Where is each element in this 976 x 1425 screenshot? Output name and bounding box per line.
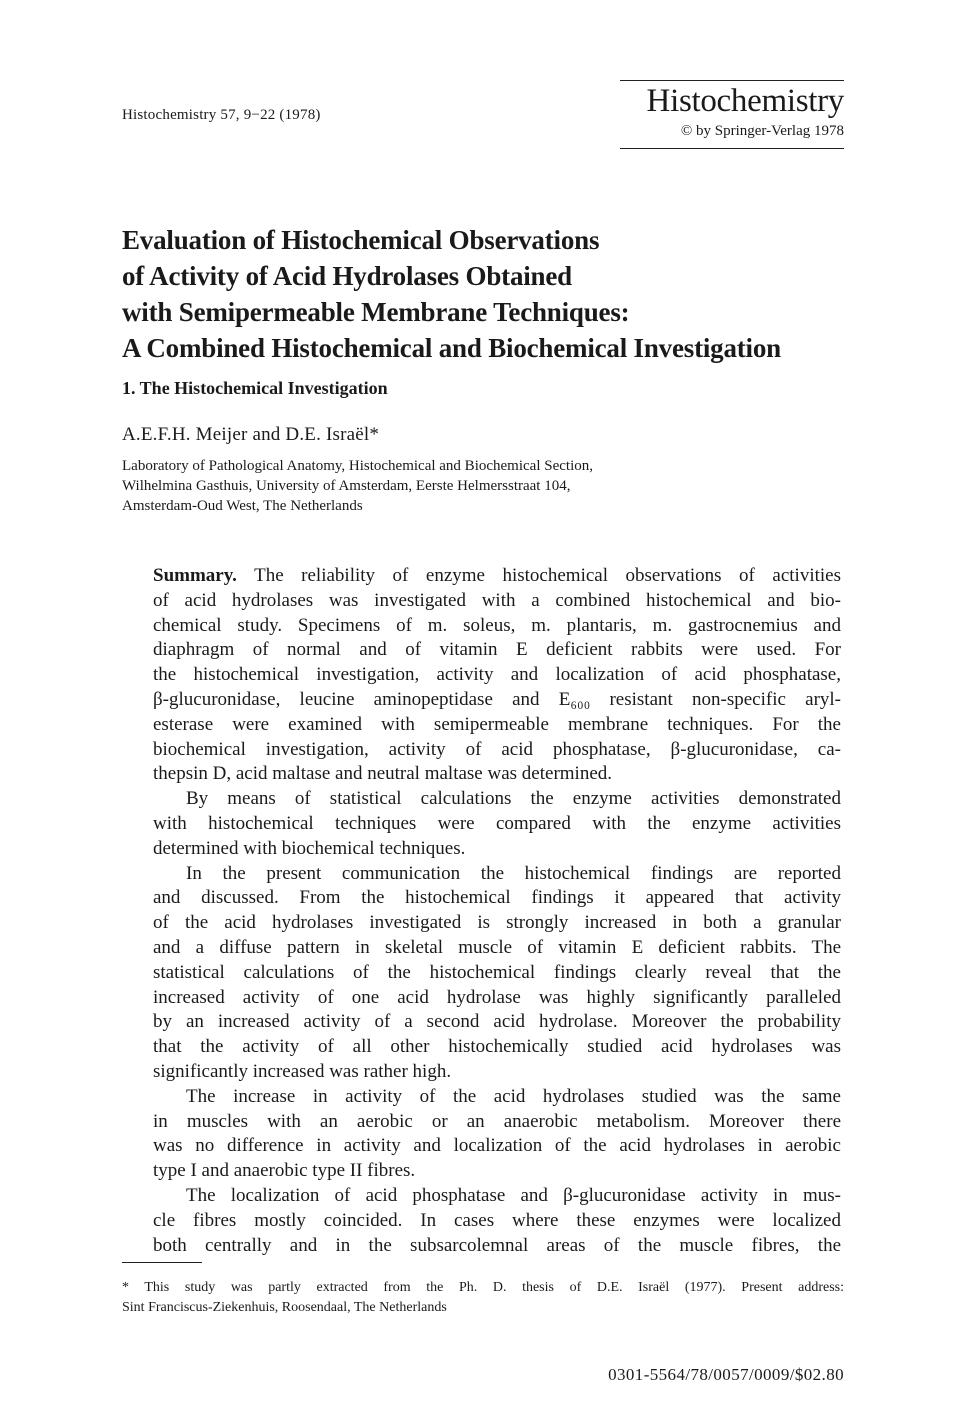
summary-line: thepsin D, acid maltase and neutral maltase was determined. bbox=[153, 763, 613, 785]
affiliation-line: Laboratory of Pathological Anatomy, Histochemical and Biochemical Section, bbox=[122, 458, 593, 474]
summary-line: cle fibres mostly coincided. In cases where these enzymes were localized bbox=[153, 1209, 841, 1231]
summary-line: esterase were examined with semipermeable membrane techniques. For the bbox=[153, 713, 841, 735]
affiliation bbox=[122, 456, 593, 516]
summary-line: By means of statistical calculations the enzyme activities demonstrated bbox=[186, 788, 841, 810]
article-code: 0301-5564/78/0057/0009/$02.80 bbox=[608, 1365, 844, 1384]
footnote-line: * This study was partly extracted from the Ph. D. thesis of D.E. Israël (1977). Present address: bbox=[122, 1280, 844, 1295]
summary-line: The increase in activity of the acid hydrolases studied was the same bbox=[186, 1085, 841, 1107]
summary-line-text: The reliability of enzyme histochemical observations of activities bbox=[236, 565, 841, 586]
summary-line: with histochemical techniques were compared with the enzyme activities bbox=[153, 812, 841, 834]
affiliation-line: Wilhelmina Gasthuis, University of Amsterdam, Eerste Helmersstraat 104, bbox=[122, 478, 571, 494]
summary-line: diaphragm of normal and of vitamin E deficient rabbits were used. For bbox=[153, 639, 841, 661]
title-line: of Activity of Acid Hydrolases Obtained bbox=[122, 261, 572, 291]
summary-line: chemical study. Specimens of m. soleus, m. plantaris, m. gastrocnemius and bbox=[153, 614, 841, 636]
summary-line: that the activity of all other histochemically studied acid hydrolases was bbox=[153, 1036, 841, 1058]
summary-line: both centrally and in the subsarcolemnal areas of the muscle fibres, the bbox=[153, 1234, 841, 1256]
summary-line: type I and anaerobic type II fibres. bbox=[153, 1160, 416, 1182]
journal-name: Histochemistry bbox=[646, 83, 844, 119]
title-line: Evaluation of Histochemical Observations bbox=[122, 225, 600, 255]
summary-line: β-glucuronidase, leucine aminopeptidase and E₆₀₀ resistant non-specific aryl- bbox=[153, 688, 841, 710]
summary-line: in muscles with an aerobic or an anaerobic metabolism. Moreover there bbox=[153, 1110, 841, 1132]
summary-line: of acid hydrolases was investigated with a combined histochemical and bio- bbox=[153, 589, 841, 611]
summary-line: statistical calculations of the histochemical findings clearly reveal that the bbox=[153, 961, 841, 983]
copyright-line: © by Springer-Verlag 1978 bbox=[680, 123, 844, 139]
summary-lead: Summary. bbox=[153, 565, 237, 586]
author-list: A.E.F.H. Meijer and D.E. Israël* bbox=[122, 424, 380, 445]
summary-line: increased activity of one acid hydrolase was highly significantly paralleled bbox=[153, 986, 841, 1008]
summary-line: by an increased activity of a second acid hydrolase. Moreover the probability bbox=[153, 1011, 841, 1033]
summary-line: and discussed. From the histochemical findings it appeared that activity bbox=[153, 887, 841, 909]
summary-line: determined with biochemical techniques. bbox=[153, 837, 466, 859]
summary-line: of the acid hydrolases investigated is strongly increased in both a granular bbox=[153, 912, 841, 934]
summary-abstract bbox=[153, 564, 841, 1258]
affiliation-line: Amsterdam-Oud West, The Netherlands bbox=[122, 498, 363, 514]
title-line: A Combined Histochemical and Biochemical Investigation bbox=[122, 333, 781, 363]
footnote bbox=[122, 1278, 844, 1318]
summary-line: the histochemical investigation, activity and localization of acid phosphatase, bbox=[153, 664, 841, 686]
article-subtitle: 1. The Histochemical Investigation bbox=[122, 378, 388, 398]
summary-line: was no difference in activity and localization of the acid hydrolases in aerobic bbox=[153, 1135, 841, 1157]
footnote-line: Sint Franciscus-Ziekenhuis, Roosendaal, The Netherlands bbox=[122, 1300, 447, 1315]
masthead-bottom-rule bbox=[620, 148, 844, 149]
footnote-rule bbox=[122, 1262, 202, 1263]
masthead-top-rule bbox=[620, 80, 844, 81]
title-line: with Semipermeable Membrane Techniques: bbox=[122, 297, 630, 327]
article-title bbox=[122, 222, 882, 366]
summary-line: significantly increased was rather high. bbox=[153, 1060, 452, 1082]
summary-line: In the present communication the histochemical findings are reported bbox=[186, 862, 841, 884]
summary-line bbox=[153, 564, 841, 589]
summary-line: biochemical investigation, activity of acid phosphatase, β-glucuronidase, ca- bbox=[153, 738, 841, 760]
journal-citation: Histochemistry 57, 9−22 (1978) bbox=[122, 107, 321, 123]
summary-line: The localization of acid phosphatase and β-glucuronidase activity in mus- bbox=[186, 1184, 841, 1206]
summary-line: and a diffuse pattern in skeletal muscle of vitamin E deficient rabbits. The bbox=[153, 936, 841, 958]
journal-masthead bbox=[620, 80, 844, 149]
